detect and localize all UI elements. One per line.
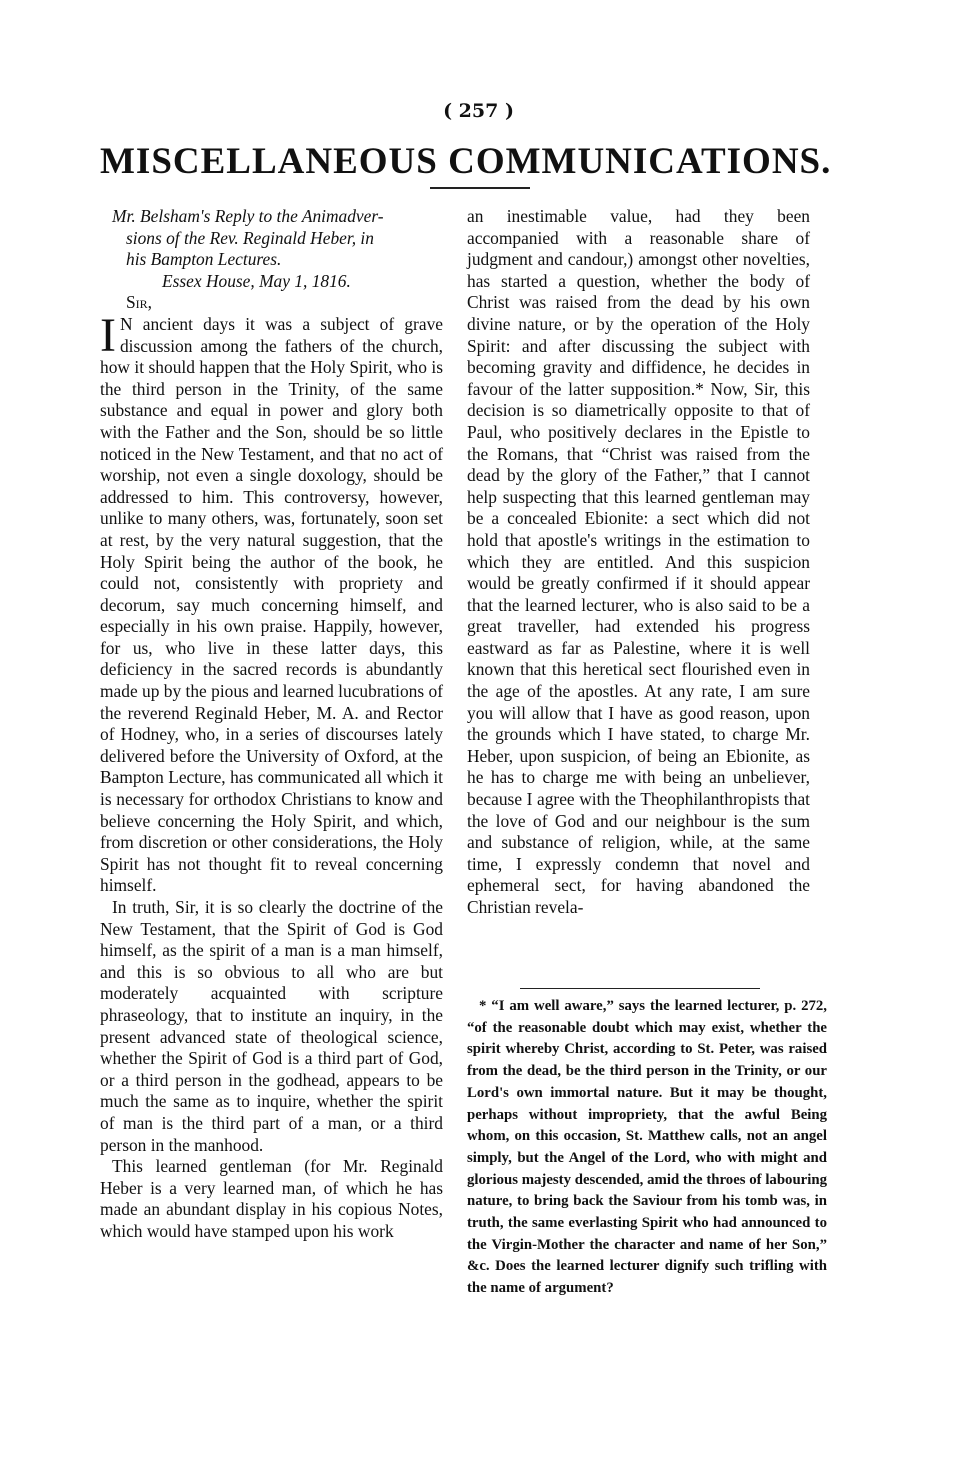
paragraph-1 bbox=[100, 308, 443, 897]
salutation: Sir, bbox=[126, 292, 153, 313]
section-heading: MISCELLANEOUS COMMUNICATIONS. bbox=[100, 141, 832, 182]
article-title-line-1: Mr. Belsham's Reply to the Animadver- bbox=[112, 206, 384, 226]
footnote bbox=[467, 996, 827, 1300]
paragraph-3: This learned gentleman (for Mr. Reginald Heber is a very learned man, of which he has made an abundant display in his copious Notes, which would have stamped upon his work bbox=[100, 1156, 443, 1241]
dateline: Essex House, May 1, 1816. bbox=[162, 270, 351, 291]
heading-rule bbox=[430, 187, 530, 189]
right-column bbox=[467, 206, 810, 919]
left-column bbox=[100, 206, 443, 1243]
article-title-line-3: his Bampton Lectures. bbox=[126, 249, 282, 270]
paragraph-2: In truth, Sir, it is so clearly the doctrine of the New Testament, that the Spirit of God is God himself, as the spirit of a man is a man himself, and this is so obvious to all who are but moderately acquainted with scripture phraseology, that to institute an inquiry, in the present advanced state of theological science, whether the Spirit of God is a third part of God, or a third person in the godhead, appears to be much the same as to inquire, whether the spirit of man is the third part of a man, or a third person in the manhood. bbox=[100, 897, 443, 1155]
paragraph-3-continued: an inestimable value, had they been accompanied with a reasonable share of judgment and candour,) amongst other novelties, has started a question, whether the body of Christ was raised from the dead by his own divine nature, or by the operation of the Holy Spirit: and after discussing the subject with becoming gravity and diffidence, he decides in favour of the latter supposition.* Now, Sir, this decision is so diametrically opposite to that of Paul, who positively declares in the Epistle to the Romans, that “Christ was raised from the dead by the glory of the Father,” that I cannot help suspecting that this learned gentleman may be a concealed Ebionite: a sect which did not hold that apostle's writings in the estimation to which they are entitled. And this suspicion would be greatly confirmed if it should appear that the learned lecturer, who is also said to be a great traveller, had extended his progress eastward as far as Palestine, where it is well known that this heretical sect flourished even in the age of the apostles. At any rate, I am sure you will allow that I have as good reason, upon the grounds which I have stated, to charge Mr. Heber, upon suspicion, of being an Ebionite, as he has to charge me with being an unbeliever, because I agree with the Theophilanthropists that the love of God and our neighbour is the sum and substance of religion, while, at the same time, I expressly condemn that novel and ephemeral sect, for having abandoned the Christian revela- bbox=[467, 206, 810, 917]
article-title-line-2: sions of the Rev. Reginald Heber, in bbox=[126, 227, 374, 248]
footnote-text: * “I am well aware,” says the learned lecturer, p. 272, “of the reasonable doubt which may exist, whether the spirit whereby Christ, according to St. Peter, was raised from the dead, be the third person in the Trinity, or our Lord's own immortal nature. But it may be thought, perhaps without impropriety, that the awful Being whom, on this occasion, St. Matthew calls, not an angel simply, but the Angel of the Lord, who with might and glorious majesty descended, amid the throes of labouring nature, to bring back the Saviour from his tomb was, in truth, the same everlasting Spirit who had announced to the Virgin-Mother the character and name of her Son,” &c. Does the learned lecturer dignify such trifling with the name of argument? bbox=[467, 998, 827, 1297]
page-number: ( 257 ) bbox=[443, 100, 514, 122]
paragraph-1-text: N ancient days it was a subject of grave discussion among the fathers of the church, how it should happen that the Holy Spirit, who is the third person in the Trinity, of the same substance and equal in power and glory both with the Father and the Son, should be so little noticed in the New Testament, and that no act of worship, not even a single doxology, should be addressed to him. This controversy, however, unlike to many others, was, fortunately, soon set at rest, by the very natural suggestion, that the Holy Spirit being the author of the book, he could not, consistently with propriety and decorum, say much concerning himself, and especially in his own praise. Happily, however, for us, who live in these latter days, this deficiency in the sacred records is abundantly made up by the pious and learned lucubrations of the reverend Reginald Heber, M. A. and Rector of Hodney, who, in a series of discourses lately delivered before the University of Oxford, at the Bampton Lecture, has communicated all which it is necessary for orthodox Christians to know and believe concerning the Holy Spirit, and which, from discretion or other considerations, the Holy Spirit has not thought fit to reveal concerning himself. bbox=[100, 313, 443, 896]
footnote-rule bbox=[520, 988, 760, 989]
drop-cap: I bbox=[100, 308, 116, 362]
